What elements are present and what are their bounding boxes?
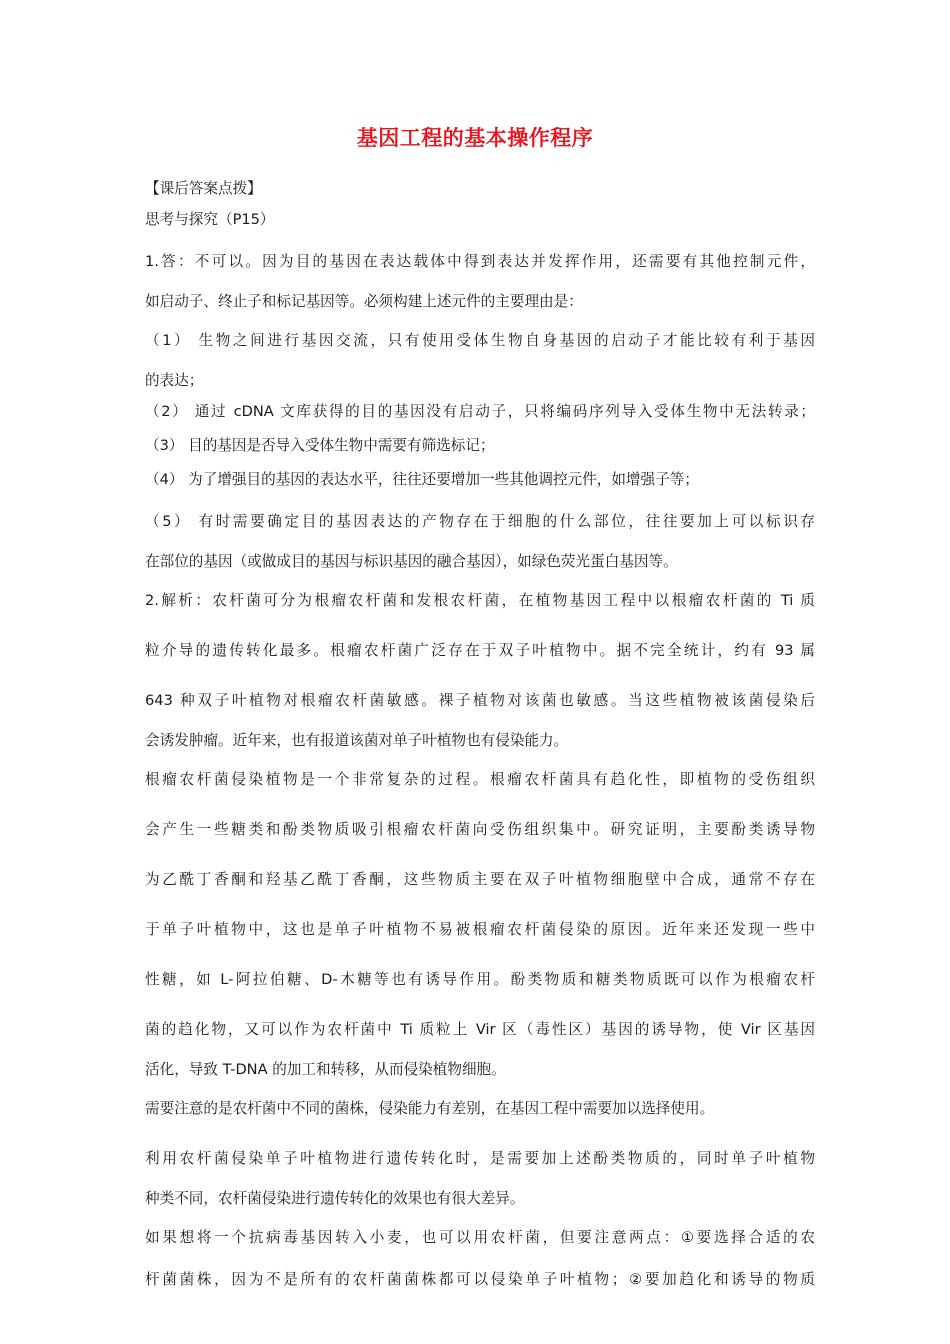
text-line: 2.解析：农杆菌可分为根瘤农杆菌和发根农杆菌，在植物基因工程中以根瘤农杆菌的 Ti 质 xyxy=(145,592,815,609)
text-line: 会诱发肿瘤。近年来，也有报道该菌对单子叶植物也有侵染能力。 xyxy=(145,732,569,749)
text-line: 性糖，如 L-阿拉伯糖、D-木糖等也有诱导作用。酚类物质和糖类物质既可以作为根瘤农杆 xyxy=(145,971,815,988)
text-line: 于单子叶植物中，这也是单子叶植物不易被根瘤农杆菌侵染的原因。近年来还发现一些中 xyxy=(145,921,815,938)
text-line: 需要注意的是农杆菌中不同的菌株，侵染能力有差别，在基因工程中需要加以选择使用。 xyxy=(145,1100,715,1117)
text-line: 菌的趋化物，又可以作为农杆菌中 Ti 质粒上 Vir 区（毒性区）基因的诱导物，使 Vir 区基因 xyxy=(145,1021,815,1038)
text-line: 为乙酰丁香酮和羟基乙酰丁香酮，这些物质主要在双子叶植物细胞壁中合成，通常不存在 xyxy=(145,871,815,888)
text-line: （1） 生物之间进行基因交流，只有使用受体生物自身基因的启动子才能比较有利于基因 xyxy=(145,332,815,349)
text-line: 的表达； xyxy=(145,372,204,389)
document-body xyxy=(145,174,815,1297)
text-line: 1.答：不可以。因为目的基因在表达载体中得到表达并发挥作用，还需要有其他控制元件， xyxy=(145,253,815,270)
text-line: （4） 为了增强目的基因的表达水平，往往还要增加一些其他调控元件，如增强子等； xyxy=(145,471,699,488)
text-line: 会产生一些糖类和酚类物质吸引根瘤农杆菌向受伤组织集中。研究证明，主要酚类诱导物 xyxy=(145,821,815,838)
text-line: 种类不同，农杆菌侵染进行遗传转化的效果也有很大差异。 xyxy=(145,1190,525,1207)
text-line: 如启动子、终止子和标记基因等。必须构建上述元件的主要理由是： xyxy=(145,293,583,310)
text-line: 根瘤农杆菌侵染植物是一个非常复杂的过程。根瘤农杆菌具有趋化性，即植物的受伤组织 xyxy=(145,771,815,788)
text-line: 粒介导的遗传转化最多。根瘤农杆菌广泛存在于双子叶植物中。据不完全统计，约有 93 属 xyxy=(145,642,815,659)
text-line: （5） 有时需要确定目的基因表达的产物存在于细胞的什么部位，往往要加上可以标识存 xyxy=(145,513,815,530)
text-line: 643 种双子叶植物对根瘤农杆菌敏感。裸子植物对该菌也敏感。当这些植物被该菌侵染后 xyxy=(145,692,815,709)
text-line: （3） 目的基因是否导入受体生物中需要有筛选标记； xyxy=(145,437,495,454)
text-line: 【课后答案点拨】 xyxy=(145,180,262,197)
page-title: 基因工程的基本操作程序 xyxy=(356,126,594,150)
text-line: 活化，导致 T-DNA 的加工和转移，从而侵染植物细胞。 xyxy=(145,1061,506,1078)
text-line: 利用农杆菌侵染单子叶植物进行遗传转化时，是需要加上述酚类物质的，同时单子叶植物 xyxy=(145,1150,815,1167)
text-line: （2） 通过 cDNA 文库获得的目的基因没有启动子，只将编码序列导入受体生物中无法转录； xyxy=(145,403,815,420)
text-line: 在部位的基因（或做成目的基因与标识基因的融合基因），如绿色荧光蛋白基因等。 xyxy=(145,553,678,570)
text-line: 思考与探究（P15） xyxy=(145,211,275,228)
text-line: 如果想将一个抗病毒基因转入小麦，也可以用农杆菌，但要注意两点：①要选择合适的农 xyxy=(145,1229,815,1246)
text-line: 杆菌菌株，因为不是所有的农杆菌菌株都可以侵染单子叶植物；②要加趋化和诱导的物质 xyxy=(145,1271,815,1288)
